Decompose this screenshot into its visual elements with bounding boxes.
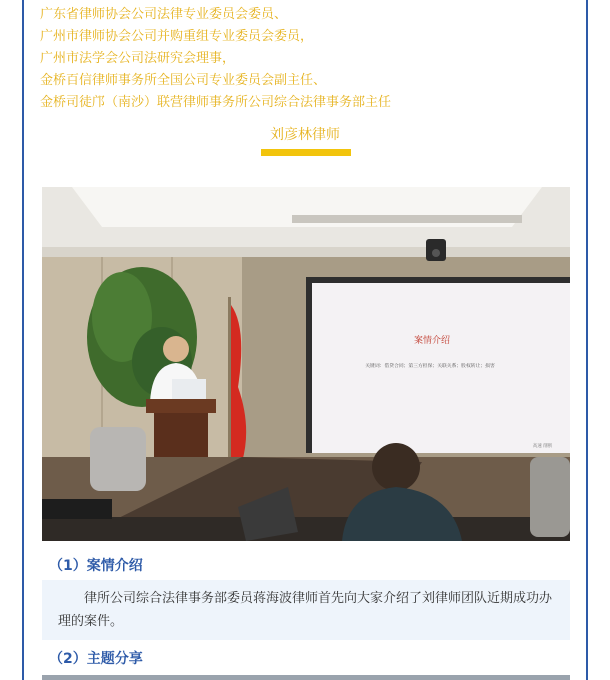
- credential-line: 广州市法学会公司法研究会理事，: [40, 51, 236, 66]
- credential-line: 金桥百信律师事务所全国公司专业委员会副主任、: [40, 73, 327, 88]
- credential-line: 广东省律师协会公司法律专业委员会委员、: [40, 7, 288, 22]
- case-intro-paragraph: 律所公司综合法律事务部委员蒋海波律师首先向大家介绍了刘律师团队近期成功办理的案件。: [42, 580, 570, 640]
- meeting-photo[interactable]: [42, 187, 570, 541]
- name-underline-bar: [261, 149, 351, 156]
- section-title-case-intro: （1）案情介绍: [49, 558, 143, 574]
- lawyer-name: 刘彦林律师: [270, 127, 340, 143]
- slide-keywords: 关键词：借贷合同；第三方担保；关联关系；股权转让；损害: [365, 364, 495, 369]
- slide-title: 案情介绍: [413, 335, 451, 345]
- lawyer-credentials: [40, 4, 570, 114]
- section-title-topic-sharing: （2）主题分享: [49, 651, 143, 667]
- slide-footer: 高速 削断: [532, 443, 552, 448]
- credential-line: 金桥司徒邝（南沙）联营律师事务所公司综合法律事务部主任: [40, 95, 392, 110]
- meeting-photo-illustration: [42, 187, 570, 541]
- credential-line: 广州市律师协会公司并购重组专业委员会委员，: [40, 29, 314, 44]
- next-photo-edge: [42, 675, 570, 680]
